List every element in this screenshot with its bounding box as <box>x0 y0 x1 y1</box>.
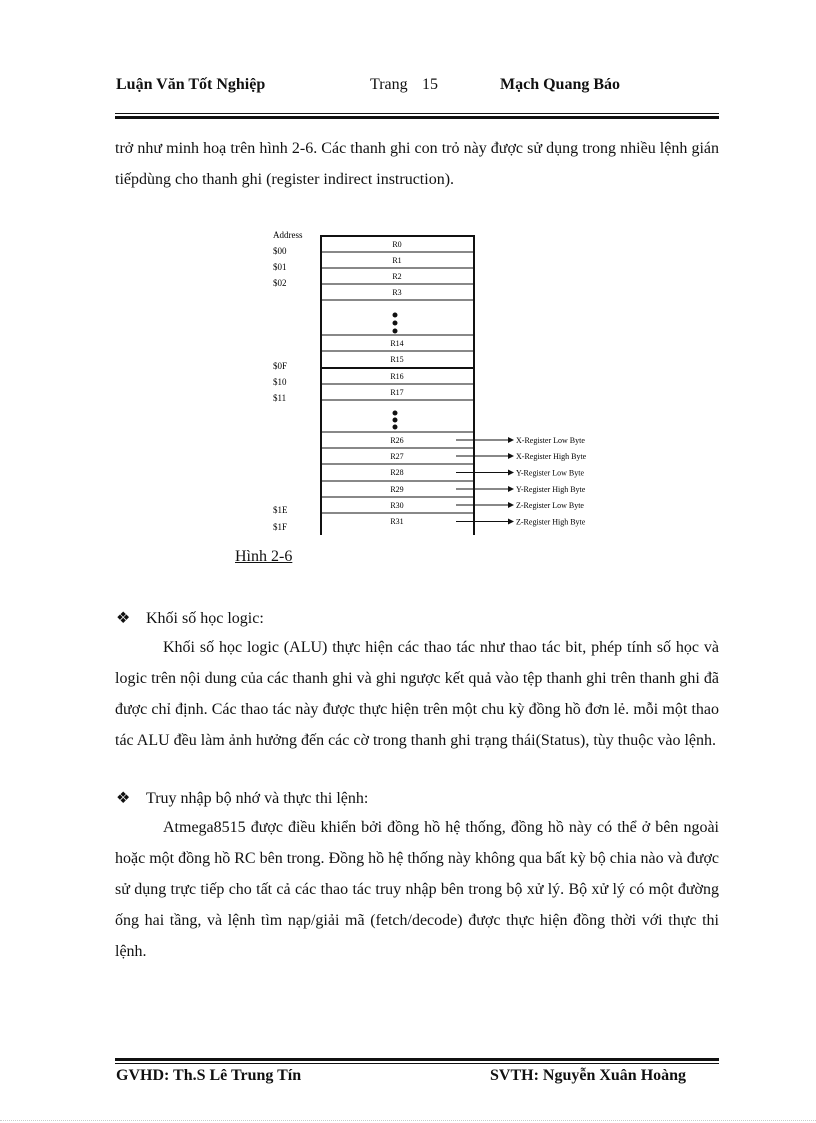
arrow-head-icon <box>508 470 514 476</box>
address-label-item: $11 <box>273 393 287 403</box>
intro-paragraph: trở như minh hoạ trên hình 2-6. Các thanh ghi con trỏ này được sử dụng trong nhiều lệnh gián tiếpdùng cho thanh ghi (register indirect instruction). <box>115 140 719 188</box>
address-label-item: $10 <box>273 377 287 387</box>
ellipsis-dot <box>393 411 398 416</box>
pointer-label: X-Register High Byte <box>516 452 587 461</box>
register-label: R26 <box>390 436 404 445</box>
address-label-item: $00 <box>273 246 287 256</box>
alu-paragraph: Khối số học logic (ALU) thực hiện các thao tác như thao tác bit, phép tính số học và logic trên nội dung của các thanh ghi và ghi ngược kết quả vào tệp thanh ghi trên thanh ghi đã được chỉ định. Các thao tác này được thực hiện trên một chu kỳ đồng hồ đơn lẻ. mỗi một thao tác ALU đều làm ảnh hưởng đến các cờ trong thanh ghi trạng thái(Status), tùy thuộc vào lệnh. <box>115 639 719 749</box>
arrow-head-icon <box>508 437 514 443</box>
page-label: Trang <box>370 76 408 93</box>
register-label: R27 <box>390 452 404 461</box>
address-label-item: $1E <box>273 505 288 515</box>
register-label: R14 <box>390 339 404 348</box>
register-label: R30 <box>390 501 404 510</box>
register-label: R29 <box>390 485 404 494</box>
register-label: R17 <box>390 388 404 397</box>
header-rule-thick <box>115 116 719 119</box>
ellipsis-dot <box>393 418 398 423</box>
ellipsis-dot <box>393 425 398 430</box>
arrow-head-icon <box>508 486 514 492</box>
footer-advisor: GVHD: Th.S Lê Trung Tín <box>116 1067 302 1084</box>
ellipsis-dot <box>393 321 398 326</box>
figure-caption: Hình 2-6 <box>235 548 293 565</box>
register-file-figure <box>250 225 620 535</box>
pointer-label: Z-Register High Byte <box>516 517 586 527</box>
arrow-head-icon <box>508 519 514 525</box>
pointer-label: X-Register Low Byte <box>516 436 585 445</box>
page-number: 15 <box>422 76 438 93</box>
register-label: R0 <box>392 240 402 249</box>
bullet-alu <box>116 608 264 628</box>
address-label-item: $1F <box>273 522 288 532</box>
ellipsis-dot <box>393 313 398 318</box>
register-label: R1 <box>392 256 402 265</box>
bottom-dotted-line <box>0 1120 816 1121</box>
header-subject: Mạch Quang Báo <box>500 76 621 93</box>
address-label: Address <box>273 230 303 240</box>
register-label: R31 <box>390 517 404 526</box>
address-label-item: $02 <box>273 278 287 288</box>
pointer-label: Z-Register Low Byte <box>516 501 584 510</box>
bullet-memory <box>116 788 368 808</box>
section-title-memory: Truy nhập bộ nhớ và thực thi lệnh: <box>146 790 369 807</box>
arrow-head-icon <box>508 453 514 459</box>
footer-rule-thick <box>115 1058 719 1061</box>
ellipsis-dot <box>393 329 398 334</box>
register-label: R3 <box>392 288 402 297</box>
address-label-item: $01 <box>273 262 287 272</box>
footer-rule-thin <box>115 1063 719 1064</box>
address-label-item: $0F <box>273 361 288 371</box>
register-label: R15 <box>390 355 404 364</box>
register-label: R2 <box>392 272 402 281</box>
memory-paragraph: Atmega8515 được điều khiển bởi đồng hồ hệ thống, đồng hồ này có thể ở bên ngoài hoặc một đồng hồ RC bên trong. Đồng hồ hệ thống này không qua bất kỳ bộ chia nào và được sử dụng trực tiếp cho tất cả các thao tác truy nhập bên trong bộ xử lý. Bộ xử lý có một đường ống hai tầng, và lệnh tìm nạp/giải mã (fetch/decode) được thực hiện đồng thời với thực thi lệnh. <box>115 819 719 960</box>
diamond-bullet-icon: ❖ <box>116 790 131 807</box>
register-label: R28 <box>390 468 404 477</box>
header-title: Luận Văn Tốt Nghiệp <box>116 76 266 93</box>
section-title-alu: Khối số học logic: <box>146 610 264 627</box>
footer-student: SVTH: Nguyễn Xuân Hoàng <box>490 1067 687 1084</box>
pointer-label: Y-Register Low Byte <box>516 468 584 478</box>
register-label: R16 <box>390 372 404 381</box>
arrow-head-icon <box>508 502 514 508</box>
diamond-bullet-icon: ❖ <box>116 610 131 627</box>
header-rule-thin <box>115 113 719 114</box>
pointer-label: Y-Register High Byte <box>516 485 586 494</box>
